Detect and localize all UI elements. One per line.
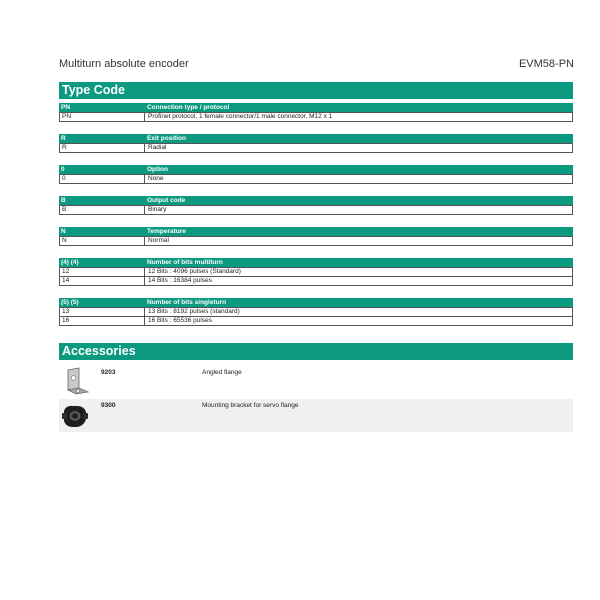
type-code-group-exit-position — [59, 134, 573, 153]
group-header — [59, 227, 573, 236]
table-row — [59, 267, 573, 277]
row-code: N — [60, 237, 145, 245]
table-row — [59, 112, 573, 122]
row-desc: 16 Bits : 65536 pulses — [148, 317, 212, 324]
row-desc: None — [148, 175, 164, 182]
list-item — [59, 399, 573, 432]
type-code-heading: Type Code — [59, 82, 573, 99]
group-header — [59, 134, 573, 143]
row-code: 13 — [60, 308, 145, 316]
type-code-group-bits-singleturn — [59, 298, 573, 326]
accessories-list — [59, 366, 573, 432]
table-row — [59, 236, 573, 246]
group-label: Temperature — [147, 228, 186, 235]
group-header — [59, 196, 573, 205]
group-label: Connection type / protocol — [147, 104, 230, 111]
row-desc: Binary — [148, 206, 167, 213]
product-model: EVM58-PN — [518, 58, 574, 70]
table-row — [59, 174, 573, 184]
row-code: 16 — [60, 317, 145, 325]
type-code-group-temperature — [59, 227, 573, 246]
table-row — [59, 205, 573, 215]
group-code: (5) (5) — [61, 299, 79, 306]
list-item — [59, 366, 573, 399]
row-code: 12 — [60, 268, 145, 276]
row-desc: Radial — [148, 144, 167, 151]
row-desc: 13 Bits : 8192 pulses (standard) — [148, 308, 240, 315]
table-row — [59, 143, 573, 153]
type-code-group-connection — [59, 103, 573, 122]
row-code: 14 — [60, 277, 145, 285]
product-title: Multiturn absolute encoder — [59, 58, 189, 70]
group-label: Exit position — [147, 135, 186, 142]
row-code: PN — [60, 113, 145, 121]
accessory-code: 9203 — [101, 369, 116, 376]
table-row — [59, 307, 573, 317]
group-label: Output code — [147, 197, 186, 204]
group-header — [59, 298, 573, 307]
table-row — [59, 277, 573, 286]
accessory-desc: Mounting bracket for servo flange — [202, 402, 299, 409]
group-code: R — [61, 135, 66, 142]
row-code: R — [60, 144, 145, 152]
page-header — [59, 58, 573, 78]
group-label: Number of bits multiturn — [147, 259, 223, 266]
type-code-group-option — [59, 165, 573, 184]
datasheet-page — [59, 58, 573, 432]
angled-flange-icon — [59, 366, 101, 399]
row-desc: Normal — [148, 237, 169, 244]
table-row — [59, 317, 573, 326]
group-label: Number of bits singleturn — [147, 299, 227, 306]
group-code: B — [61, 197, 66, 204]
group-label: Option — [147, 166, 168, 173]
mounting-bracket-icon — [59, 399, 101, 432]
type-code-group-output-code — [59, 196, 573, 215]
row-code: 0 — [60, 175, 145, 183]
accessories-heading: Accessories — [59, 343, 573, 360]
type-code-group-bits-multiturn — [59, 258, 573, 286]
group-header — [59, 103, 573, 112]
group-code: (4) (4) — [61, 259, 79, 266]
group-code: N — [61, 228, 66, 235]
group-header — [59, 258, 573, 267]
group-code: 0 — [61, 166, 65, 173]
group-code: PN — [61, 104, 71, 111]
row-code: B — [60, 206, 145, 214]
group-header — [59, 165, 573, 174]
row-desc: 14 Bits : 16384 pulses — [148, 277, 212, 284]
accessory-desc: Angled flange — [202, 369, 242, 376]
row-desc: Profinet protocol, 1 female connector/1 male connector, M12 x 1 — [148, 113, 333, 120]
accessory-code: 9300 — [101, 402, 116, 409]
row-desc: 12 Bits : 4096 pulses (Standard) — [148, 268, 241, 275]
